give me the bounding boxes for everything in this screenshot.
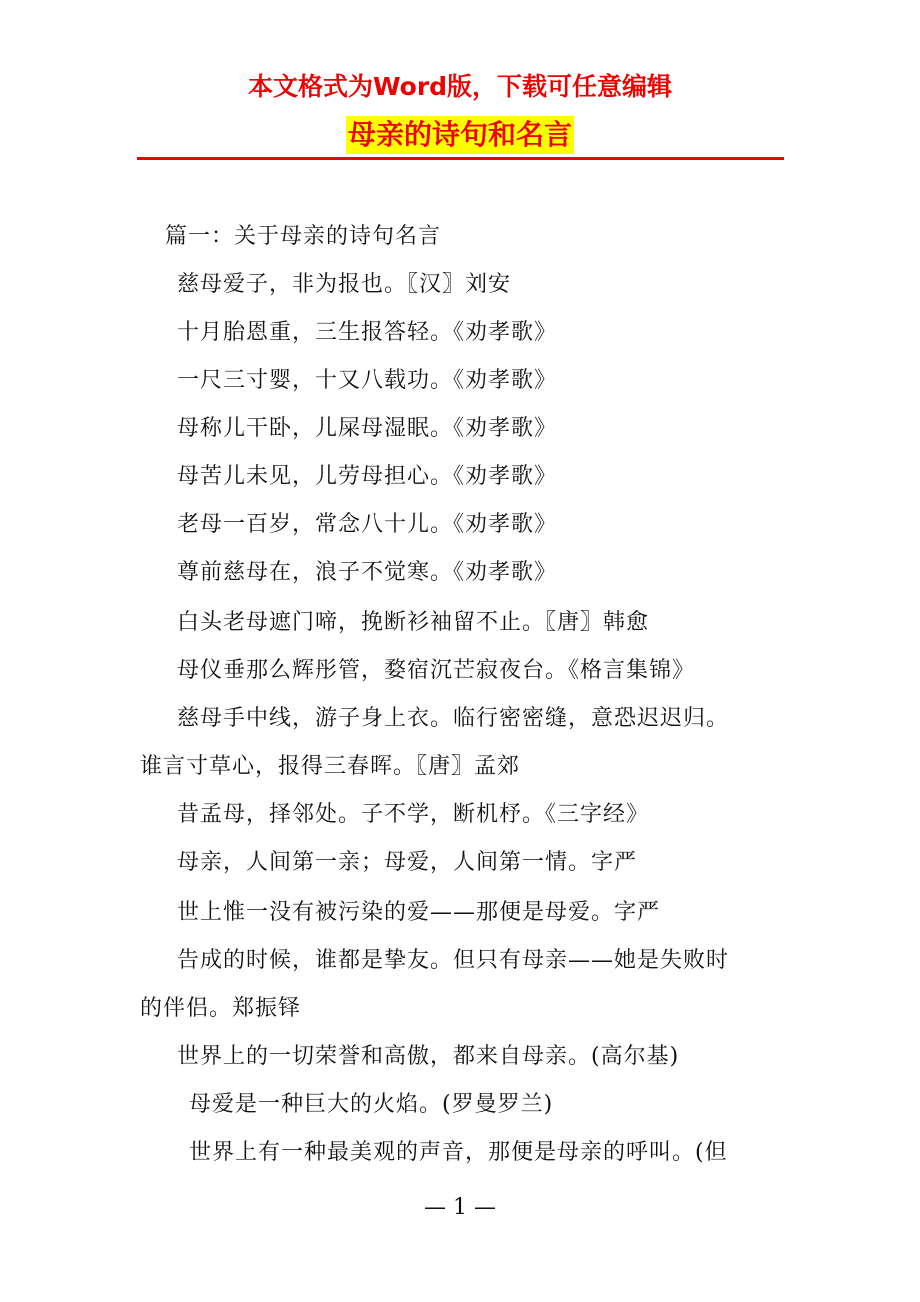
text-line: 老母一百岁，常念八十儿。《劝孝歌》 xyxy=(177,512,558,537)
text-line: 慈母爱子，非为报也。〖汉〗刘安 xyxy=(177,272,512,297)
document-title: 母亲的诗句和名言 xyxy=(346,116,574,154)
text-line: 母苦儿未见，儿劳母担心。《劝孝歌》 xyxy=(177,464,558,489)
text-line: 尊前慈母在，浪子不觉寒。《劝孝歌》 xyxy=(177,560,558,585)
text-line: 母仪垂那么辉彤管，婺宿沉芒寂夜台。《格言集锦》 xyxy=(177,658,696,683)
section-heading: 篇一：关于母亲的诗句名言 xyxy=(165,224,442,249)
text-line: 母亲，人间第一亲；母爱，人间第一情。字严 xyxy=(177,850,638,875)
text-line: 一尺三寸婴，十又八载功。《劝孝歌》 xyxy=(177,368,558,393)
text-line: 昔孟母，择邻处。子不学，断机杼。《三字经》 xyxy=(177,802,650,827)
download-notice: 本文格式为Word版，下载可任意编辑 xyxy=(247,72,673,101)
text-line: 的伴侣。郑振铎 xyxy=(140,996,302,1021)
text-line: 世上惟一没有被污染的爱——那便是母爱。字严 xyxy=(177,900,661,925)
text-line: 慈母手中线，游子身上衣。临行密密缝，意恐迟迟归。 xyxy=(177,706,730,731)
text-line: 十月胎恩重，三生报答轻。《劝孝歌》 xyxy=(177,320,558,345)
page-number: — 1 — xyxy=(424,1195,496,1220)
text-line: 世界上有一种最美观的声音，那便是母亲的呼叫。(但 xyxy=(189,1140,728,1165)
text-line: 白头老母遮门啼，挽断衫袖留不止。〖唐〗韩愈 xyxy=(177,610,650,635)
text-line: 世界上的一切荣誉和高傲，都来自母亲。(高尔基) xyxy=(177,1044,680,1069)
text-line: 母爱是一种巨大的火焰。(罗曼罗兰) xyxy=(189,1092,554,1117)
text-line: 母称儿干卧，儿屎母湿眠。《劝孝歌》 xyxy=(177,416,558,441)
text-line: 谁言寸草心，报得三春晖。〖唐〗孟郊 xyxy=(140,754,521,779)
text-line: 告成的时候，谁都是挚友。但只有母亲——她是失败时 xyxy=(177,948,730,973)
